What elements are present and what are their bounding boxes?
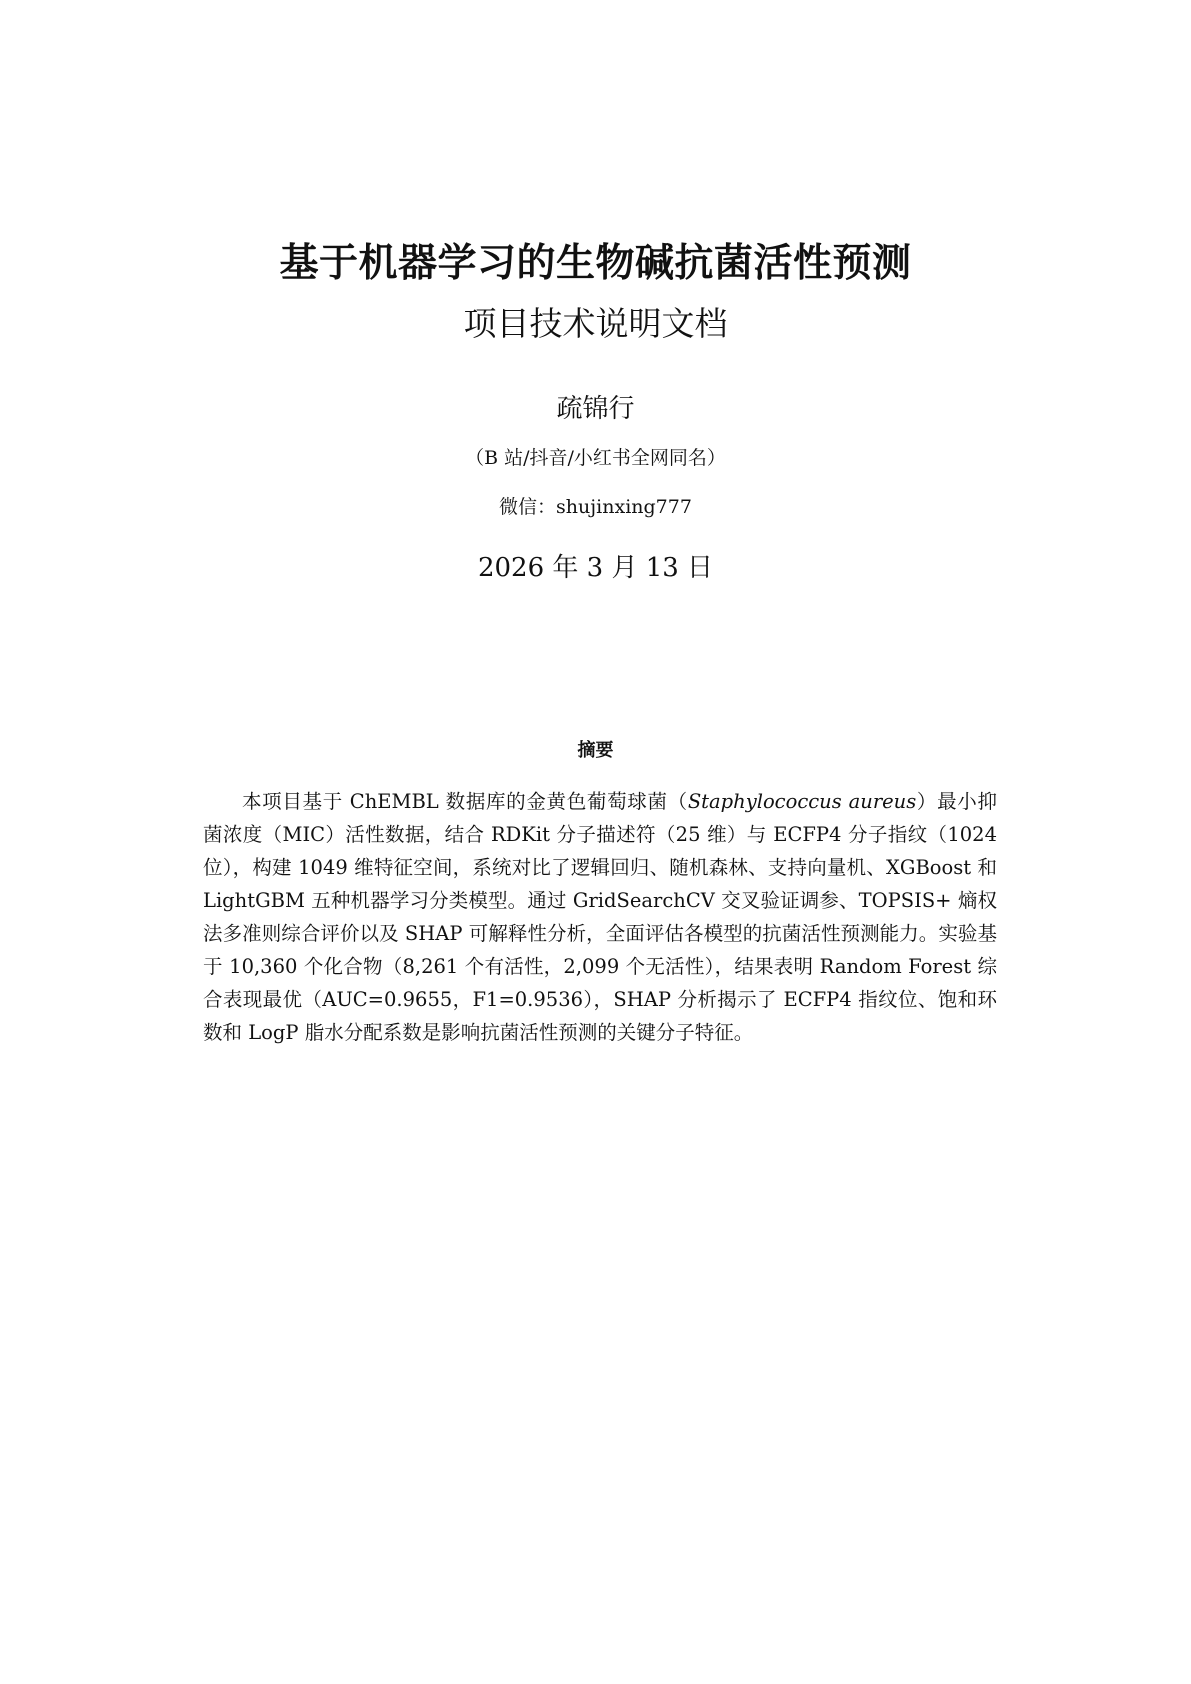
document-title: 基于机器学习的生物碱抗菌活性预测	[279, 240, 912, 286]
abstract-text-main: ）最小抑菌浓度（MIC）活性数据，结合 RDKit 分子描述符（25 维）与 ECFP4 分子指纹（1024 位），构建 1049 维特征空间，系统对比了逻辑回归、随机森林、支持向量机、XGBoost 和 LightGBM 五种机器学习分类模型。通过 GridSearchCV 交叉验证调参、TOPSIS+ 熵权法多准则综合评价以及 SHAP 可解释性分析，全面评估各模型的抗菌活性预测能力。实验基于 10,360 个化合物（8,261 个有活性，2,099 个无活性），结果表明 Random Forest 综合表现最优（AUC=0.9655，F1=0.9536），SHAP 分析揭示了 ECFP4 指纹位、饱和环数和 LogP 脂水分配系数是影响抗菌活性预测的关键分子特征。	[203, 790, 997, 1044]
abstract-species-name: Staphylococcus aureus	[687, 790, 917, 813]
document-subtitle: 项目技术说明文档	[463, 304, 728, 343]
abstract-text-intro: 本项目基于 ChEMBL 数据库的金黄色葡萄球菌（	[242, 790, 688, 813]
author-note: （B 站/抖音/小红书全网同名）	[465, 447, 726, 469]
author-name: 疏锦行	[556, 394, 635, 424]
wechat-contact: 微信：shujinxing777	[499, 496, 692, 518]
abstract-heading: 摘要	[577, 740, 614, 761]
abstract-body	[203, 785, 997, 1049]
document-date: 2026 年 3 月 13 日	[477, 553, 714, 583]
